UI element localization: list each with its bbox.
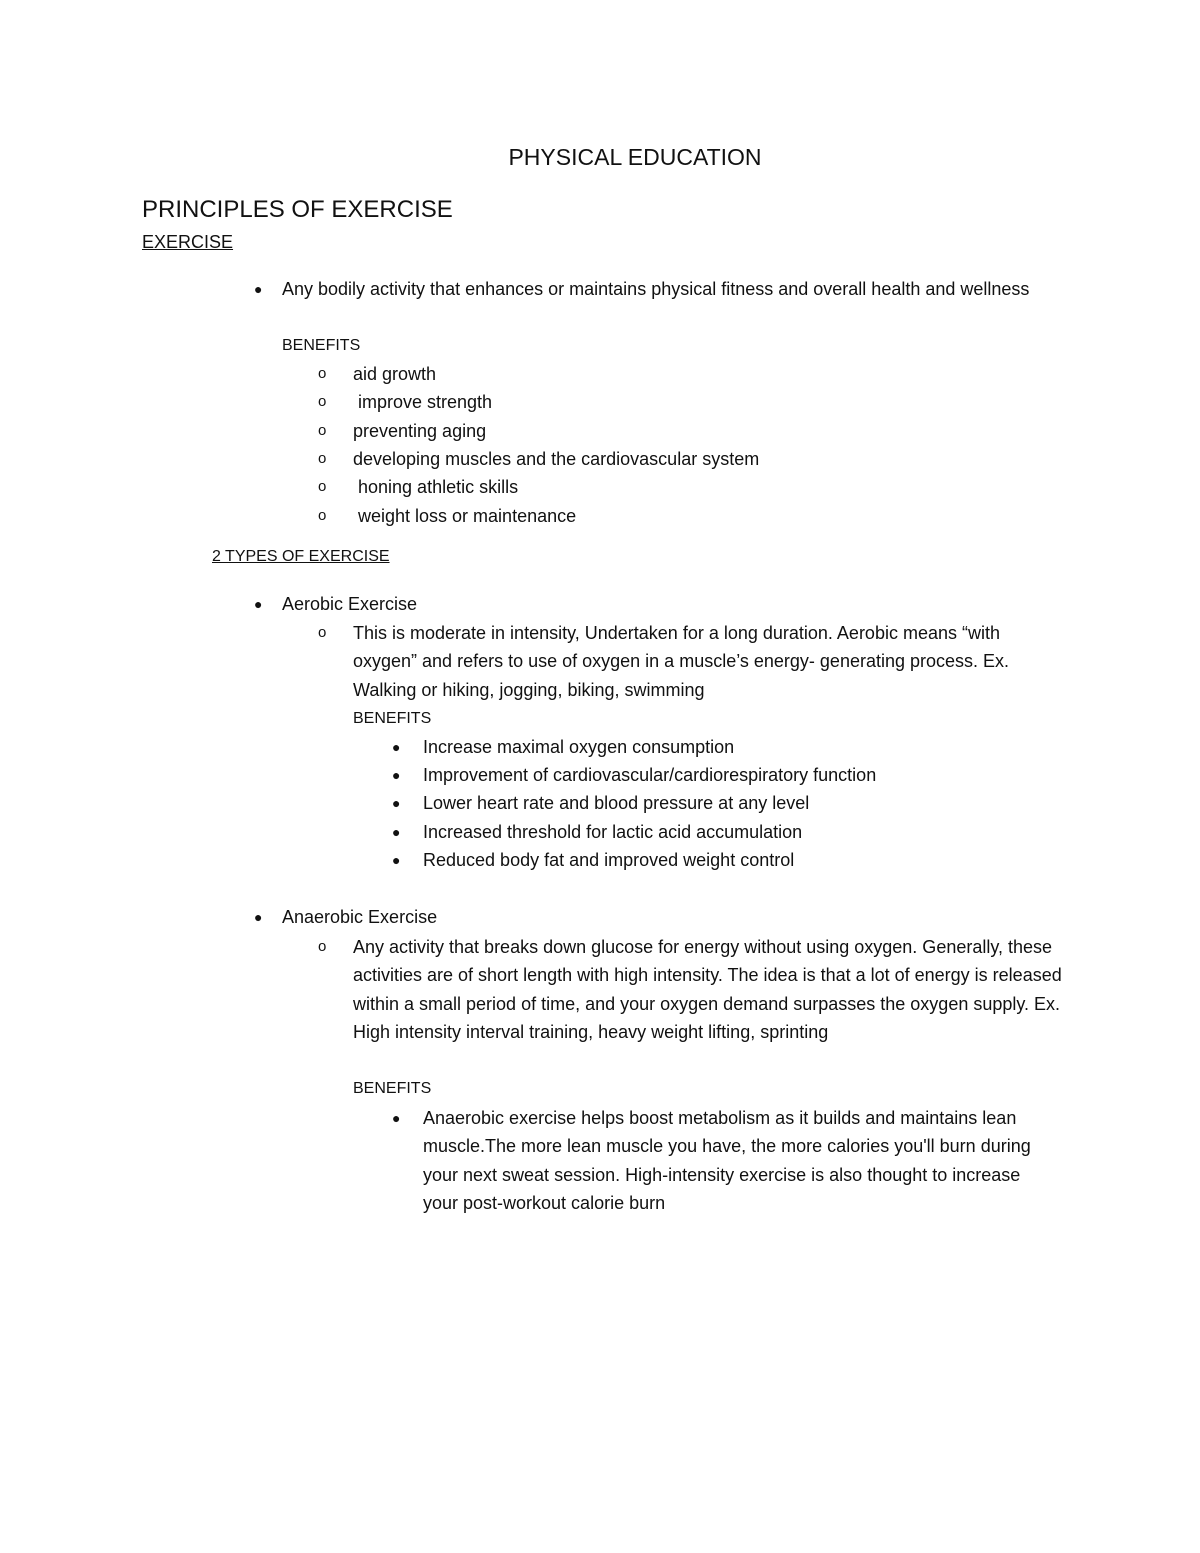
- section-heading-types: 2 TYPES OF EXERCISE: [212, 548, 390, 565]
- circle-bullet-icon: o: [318, 422, 327, 439]
- section-heading-exercise: EXERCISE: [142, 232, 234, 252]
- list-item: weight loss or maintenance: [358, 506, 577, 526]
- list-item: improve strength: [358, 392, 493, 412]
- list-item: Anaerobic exercise helps boost metabolism as it builds and maintains lean muscle.The more lean muscle you have, the more calories you'll burn during your next sweat session. High-intensity exercise is also thought to increase your post-workout calorie burn: [423, 1108, 1031, 1213]
- anaerobic-description: Any activity that breaks down glucose for energy without using oxygen. Generally, these activities are of short length with high intensity. The idea is that a lot of energy is released within a small period of time, and your oxygen demand surpasses the oxygen supply. Ex. High intensity interval training, heavy weight lifting, sprinting: [353, 937, 1062, 1042]
- bullet-icon: ●: [392, 852, 401, 868]
- main-heading: PRINCIPLES OF EXERCISE: [142, 196, 453, 223]
- aerobic-heading: Aerobic Exercise: [282, 594, 418, 614]
- benefits-label: BENEFITS: [282, 337, 361, 354]
- bullet-icon: ●: [392, 739, 401, 755]
- bullet-icon: ●: [254, 909, 263, 925]
- circle-bullet-icon: o: [318, 507, 327, 524]
- exercise-definition: Any bodily activity that enhances or maintains physical fitness and overall health and wellness: [282, 279, 1030, 299]
- list-item: Improvement of cardiovascular/cardiorespiratory function: [423, 765, 877, 785]
- list-item: Lower heart rate and blood pressure at any level: [423, 793, 810, 813]
- bullet-icon: ●: [392, 824, 401, 840]
- benefits-label: BENEFITS: [353, 1080, 432, 1097]
- circle-bullet-icon: o: [318, 624, 327, 641]
- circle-bullet-icon: o: [318, 938, 327, 955]
- page-title: PHYSICAL EDUCATION: [508, 144, 762, 170]
- anaerobic-heading: Anaerobic Exercise: [282, 907, 438, 927]
- bullet-icon: ●: [254, 281, 263, 297]
- circle-bullet-icon: o: [318, 393, 327, 410]
- list-item: aid growth: [353, 364, 437, 384]
- list-item: honing athletic skills: [358, 477, 519, 497]
- list-item: Increase maximal oxygen consumption: [423, 737, 735, 757]
- list-item: developing muscles and the cardiovascular system: [353, 449, 760, 469]
- circle-bullet-icon: o: [318, 365, 327, 382]
- bullet-icon: ●: [392, 1110, 401, 1126]
- list-item: Reduced body fat and improved weight control: [423, 850, 795, 870]
- circle-bullet-icon: o: [318, 450, 327, 467]
- benefits-label: BENEFITS: [353, 710, 432, 727]
- list-item: Increased threshold for lactic acid accumulation: [423, 822, 803, 842]
- aerobic-description: This is moderate in intensity, Undertaken for a long duration. Aerobic means “with oxygen” and refers to use of oxygen in a muscle’s energy- generating process. Ex. Walking or hiking, jogging, biking, swimming: [353, 623, 1010, 700]
- list-item: preventing aging: [353, 421, 487, 441]
- circle-bullet-icon: o: [318, 478, 327, 495]
- bullet-icon: ●: [254, 596, 263, 612]
- bullet-icon: ●: [392, 767, 401, 783]
- bullet-icon: ●: [392, 795, 401, 811]
